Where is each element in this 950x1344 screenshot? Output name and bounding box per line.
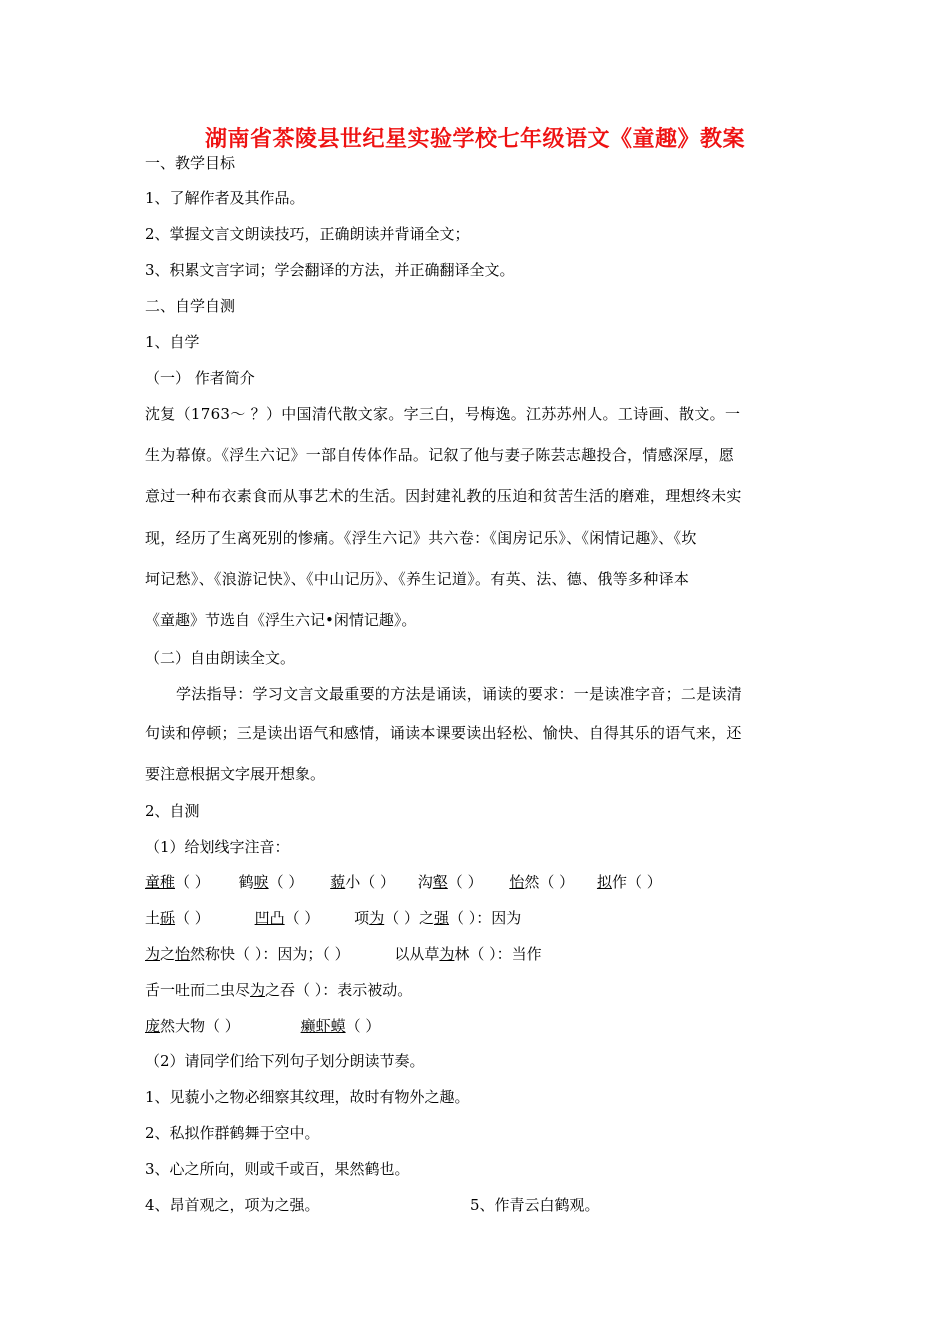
pinyin-row xyxy=(145,1015,380,1037)
blank: （ ） xyxy=(175,909,210,927)
blank: 然大物（ ） xyxy=(160,1017,240,1035)
pinyin-row xyxy=(145,907,521,929)
sentence: 3、心之所向，则或千或百，果然鹤也。 xyxy=(145,1160,410,1178)
objective-item: 2、掌握文言文朗读技巧，正确朗读并背诵全文； xyxy=(145,225,470,243)
blank: （ ） xyxy=(626,873,662,891)
word: 以从草 xyxy=(394,945,440,963)
blank: （ ） xyxy=(345,1017,381,1035)
word-underlined: 童稚 xyxy=(145,873,176,891)
guide-line: 句读和停顿；三是读出语气和感情，诵读本课要读出轻松、愉快、自得其乐的语气来，还 xyxy=(145,724,742,742)
word: 沟 xyxy=(417,873,433,891)
guide-line: 学法指导：学习文言文最重要的方法是诵读，诵读的要求：一是读准字音；二是读清 xyxy=(176,685,743,703)
bio-line: 意过一种布衣素食而从事艺术的生活。因封建礼教的压迫和贫苦生活的磨难，理想终未实 xyxy=(145,487,742,505)
section-heading xyxy=(145,152,235,174)
question-2: （2）请同学们给下列句子划分朗读节奏。 xyxy=(145,1052,425,1070)
word: 作 xyxy=(611,873,627,891)
annotation: （ ）：因为 xyxy=(449,909,522,927)
word: 项 xyxy=(354,909,370,927)
word-underlined: 为 xyxy=(369,909,385,927)
page-title: 湖南省茶陵县世纪星实验学校七年级语文《童趣》教案 xyxy=(204,127,745,152)
bio-line: 生为幕僚。《浮生六记》一部自传体作品。记叙了他与妻子陈芸志趣投合，情感深厚，愿 xyxy=(145,446,735,464)
read-aloud-label: （二）自由朗读全文。 xyxy=(145,649,296,667)
question-1: （1）给划线字注音： xyxy=(145,838,290,856)
word: 舌一吐而二虫尽 xyxy=(145,981,251,999)
objective-item: 3、积累文言字词；学会翻译的方法，并正确翻译全文。 xyxy=(145,261,515,279)
sentence: 2、私拟作群鹤舞于空中。 xyxy=(145,1124,320,1142)
objective-item: 1、了解作者及其作品。 xyxy=(145,189,305,207)
section1-heading: 一、教学目标 xyxy=(145,154,236,172)
word: 鹤 xyxy=(238,873,254,891)
self-study-label: 1、自学 xyxy=(145,333,200,351)
word-underlined: 为 xyxy=(250,981,266,999)
word-underlined: 藐 xyxy=(330,873,346,891)
annotation: 林（ ）：当作 xyxy=(454,945,542,963)
author-intro-label: （一） 作者简介 xyxy=(145,369,255,387)
word: 土 xyxy=(145,909,161,927)
blank: （ ） xyxy=(175,873,210,891)
bio-line: 坷记愁》、《浪游记快》、《中山记历》、《养生记道》。有英、法、德、俄等多种译本 xyxy=(145,570,690,588)
word: 然 xyxy=(524,873,540,891)
pinyin-row xyxy=(145,871,662,893)
guide-line: 要注意根据文字展开想象。 xyxy=(145,765,326,783)
blank: （ ） xyxy=(284,909,320,927)
word-underlined: 怡 xyxy=(509,873,525,891)
sentence: 5、作青云白鹤观。 xyxy=(470,1196,600,1214)
word: 小 xyxy=(345,873,361,891)
blank: （ ） xyxy=(447,873,483,891)
word-underlined: 壑 xyxy=(432,873,448,891)
pinyin-row xyxy=(145,943,542,965)
bio-line: 《童趣》节选自《浮生六记•闲情记趣》。 xyxy=(145,611,417,629)
word-underlined: 唳 xyxy=(253,873,269,891)
word-underlined: 砾 xyxy=(160,909,176,927)
word-underlined: 为 xyxy=(439,945,455,963)
word-underlined: 癞虾蟆 xyxy=(300,1017,346,1035)
word-underlined: 强 xyxy=(433,909,449,927)
annotation: 之吞（ ）：表示被动。 xyxy=(265,981,413,999)
word-underlined: 拟 xyxy=(596,873,612,891)
self-test-label: 2、自测 xyxy=(145,802,200,820)
blank: （ ）之 xyxy=(384,909,434,927)
blank: （ ） xyxy=(268,873,304,891)
blank: （ ） xyxy=(360,873,395,891)
pinyin-row xyxy=(145,979,412,1001)
sentence: 1、见藐小之物必细察其纹理，故时有物外之趣。 xyxy=(145,1088,470,1106)
sentence: 4、昂首观之，项为之强。 xyxy=(145,1196,320,1214)
word-underlined: 为 xyxy=(145,945,161,963)
word-underlined: 怡 xyxy=(175,945,191,963)
bio-line: 现，经历了生离死别的惨痛。《浮生六记》共六卷：《闺房记乐》、《闲情记趣》、《坎 xyxy=(145,529,697,547)
word-underlined: 庞 xyxy=(145,1017,161,1035)
annotation: 然称快（ ）：因为；（ ） xyxy=(190,945,350,963)
section2-heading: 二、自学自测 xyxy=(145,297,236,315)
bio-line: 沈复（1763～ ？）中国清代散文家。字三白，号梅逸。江苏苏州人。工诗画、散文。一 xyxy=(145,405,741,423)
blank: （ ） xyxy=(539,873,575,891)
word: 之 xyxy=(160,945,176,963)
word-underlined: 凹凸 xyxy=(254,909,285,927)
